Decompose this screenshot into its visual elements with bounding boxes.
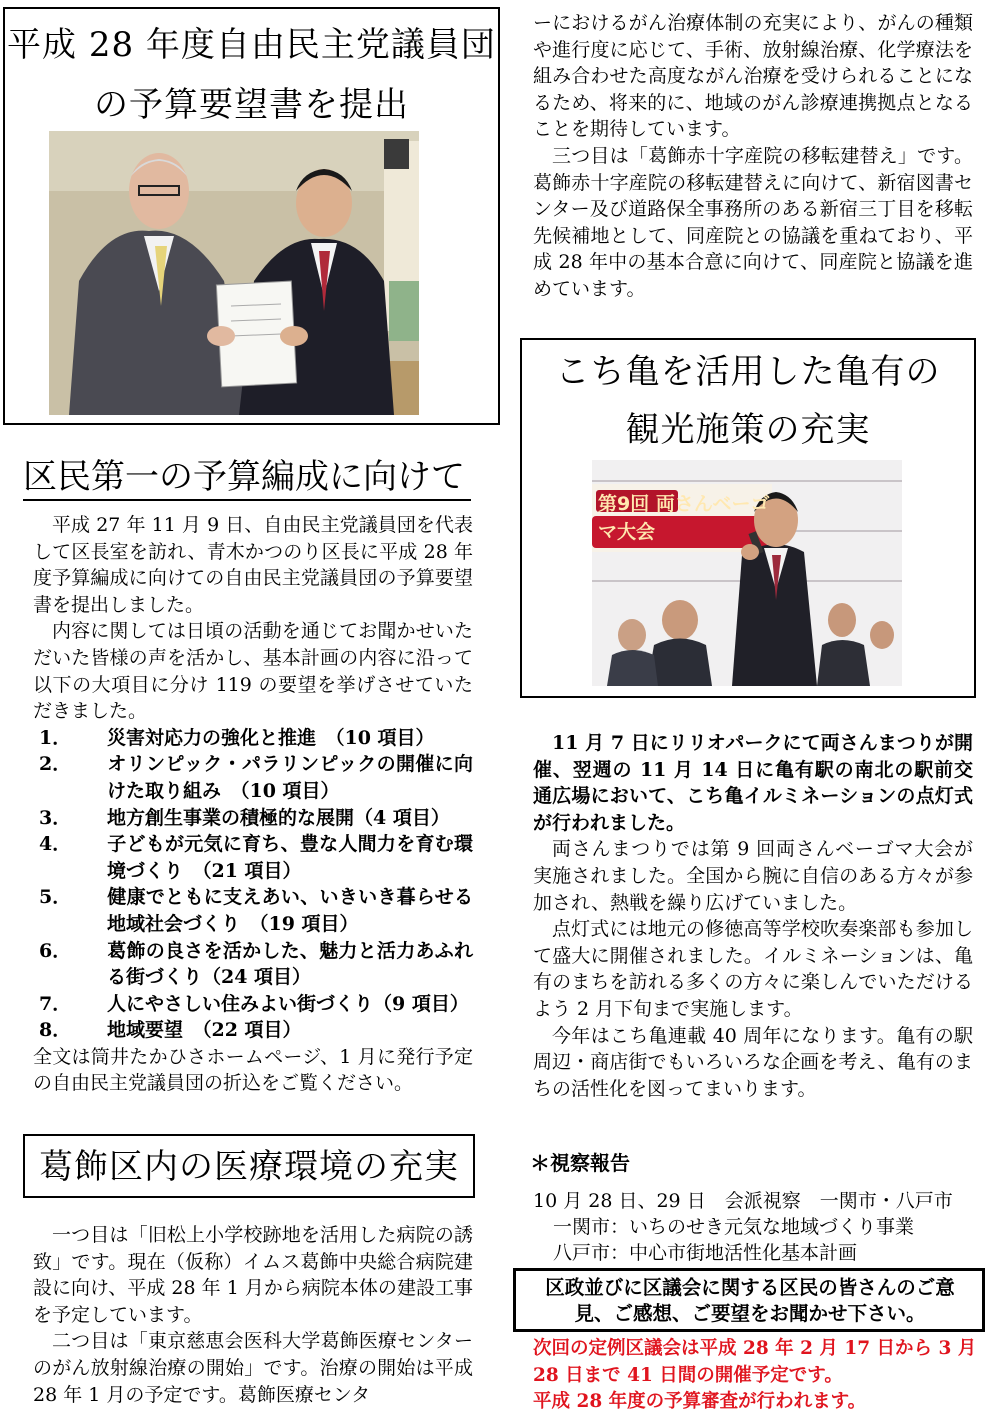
budget-box-title-line2: の予算要望書を提出 [94,85,409,125]
opinion-box [513,1268,985,1332]
budget-item: 4． 子どもが元気に育ち、豊な人間力を育む環境づくり （21 項目） [39,833,473,882]
budget-item: 7． 人にやさしい住みよい街づくり（9 項目） [39,992,469,1015]
inspection-heading: ＊視察報告 [530,1151,630,1175]
budget-item: 8． 地域要望 （22 項目） [39,1019,302,1042]
budget-section-body [33,512,473,1097]
beigoma-banner-text: 第9回 両さんベーゴマ大会 [598,493,770,543]
kochikame-para-3: 点灯式には地元の修徳高等学校吹奏楽部も参加して盛大に開催されました。イルミネーションは、亀有のまちを訪れる多くの方々に楽しんでいただけるよう 2 月下旬まで実施します。 [533,918,973,1020]
budget-item: 3． 地方創生事業の積極的な展開（4 項目） [39,806,450,829]
kochikame-para-4: 今年はこち亀連載 40 周年になります。亀有の駅周辺・商店街でもいろいろな企画を考え、亀有のまちの活性化を図ってまいります。 [533,1024,973,1100]
budget-item-list [33,725,473,1044]
kochikame-para-2: 両さんまつりでは第 9 回両さんベーゴマ大会が実施されました。全国から腕に自信のある方々が参加され、熱戦を繰り広げていました。 [533,838,973,914]
opinion-text: 区政並びに区議会に関する区民の皆さんのご意見、ご感想、ご要望をお聞かせ下さい。 [545,1276,955,1325]
kochikame-section-body [533,730,973,1102]
inspection-line-1: 10 月 28 日、29 日 会派視察 一関市・八戸市 [533,1190,953,1212]
medical-para-3: 三つ目は「葛飾赤十字産院の移転建替え」です。葛飾赤十字産院の移転建替えに向けて、新宿図書センター及び道路保全事務所のある新宿三丁目を移転先候補地として、同産院との協議を重ねており、平成 28 年中の基本合意に向けて、同産院と協議を進めています。 [533,144,973,300]
kochikame-title-line1: こち亀を活用した亀有の [555,352,941,392]
budget-item: 5． 健康でともに支えあい、いきいき暮らせる地域社会づくり （19 項目） [39,886,473,935]
budget-closing: 全文は筒井たかひさホームページ、1 月に発行予定の自由民主党議員団の折込をご覧ください。 [33,1045,473,1095]
kochikame-box [520,338,976,698]
medical-para-continued: ーにおけるがん治療体制の充実により、がんの種類や進行度に応じて、手術、放射線治療、化学療法を組み合わせた高度ながん治療を受けられることになるため、将来的に、地域のがん診療連携拠点となることを期待しています。 [533,12,973,141]
inspection-body [533,1188,983,1266]
budget-para-2: 内容に関しては日頃の活動を通じてお聞かせいただいた皆様の声を活かし、基本計画の内容に沿って以下の大項目に分け 119 の要望を挙げさせていただきました。 [33,620,473,723]
beigoma-event-photo [592,460,902,686]
kochikame-title-line2: 観光施策の充実 [625,410,871,450]
budget-para-1: 平成 27 年 11 月 9 日、自由民主党議員団を代表して区長室を訪れ、青木かつのり区長に平成 28 年度予算編成に向けての自由民主党議員団の予算要望書を提出しました。 [33,514,473,616]
session-notice [533,1336,978,1416]
medical-para-2: 二つ目は「東京慈恵会医科大学葛飾医療センターのがん放射線治療の開始」です。治療の開始は平成 28 年 1 月の予定です。葛飾医療センタ [33,1330,473,1406]
medical-heading-box [23,1134,475,1198]
medical-section-heading: 葛飾区内の医療環境の充実 [39,1147,459,1187]
inspection-line-2: 一関市：いちのせき元気な地域づくり事業 [553,1216,915,1238]
medical-section-body [33,1222,473,1408]
notice-line-2: 平成 28 年度の予算審査が行われます。 [533,1391,867,1412]
budget-handover-photo-graphic [49,131,419,415]
medical-para-1: 一つ目は「旧松上小学校跡地を活用した病院の誘致」です。現在（仮称）イムス葛飾中央総合病院建設に向け、平成 28 年 1 月から病院本体の建設工事を予定しています。 [33,1224,473,1326]
medical-continued-body [533,10,973,303]
inspection-line-3: 八戸市：中心市街地活性化基本計画 [553,1242,858,1264]
budget-box-title-line1: 平成 28 年度自由民主党議員団 [7,25,496,65]
budget-item: 1． 災害対応力の強化と推進 （10 項目） [39,726,435,749]
budget-section-heading: 区民第一の予算編成に向けて [23,455,471,501]
budget-item: 6． 葛飾の良さを活かした、魅力と活力あふれる街づくり（24 項目） [39,939,473,989]
budget-handover-photo [49,131,419,415]
budget-item: 2． オリンピック・パラリンピックの開催に向けた取り組み （10 項目） [39,753,473,802]
notice-line-1: 次回の定例区議会は平成 28 年 2 月 17 日から 3 月 28 日まで 41 日間の開催予定です。 [533,1338,977,1386]
budget-request-box [3,7,500,425]
kochikame-para-1: 11 月 7 日にリリオパークにて両さんまつりが開催、翌週の 11 月 14 日に亀有駅の南北の駅前交通広場において、こち亀イルミネーションの点灯式が行われました。 [533,732,973,834]
